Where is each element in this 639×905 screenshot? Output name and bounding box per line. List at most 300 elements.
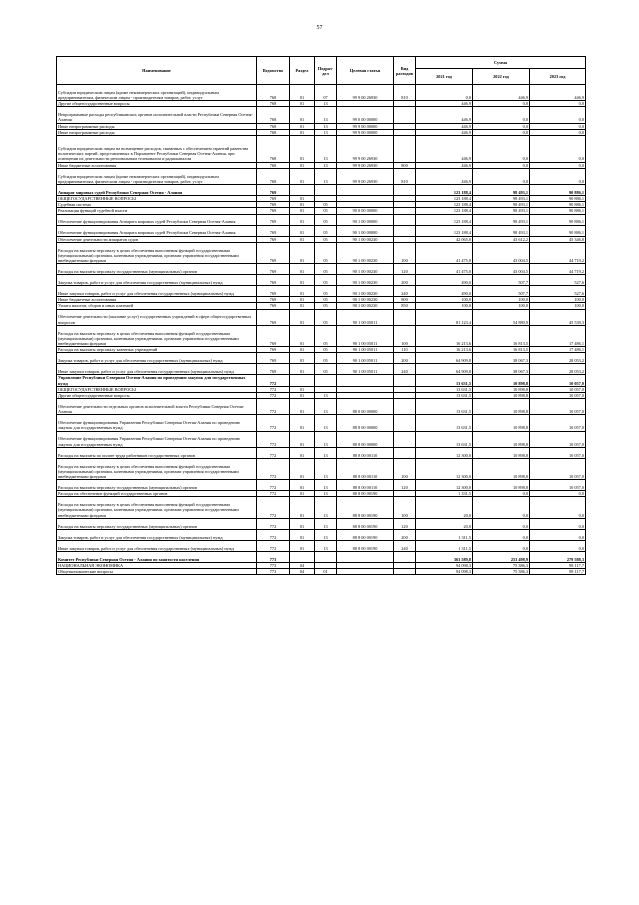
cell-name: Закупка товаров, работ и услуг для обеспечения государственных (муниципальных) нужд [57,275,257,286]
cell-2023: 10 057,0 [530,480,586,491]
cell-razdel: 01 [290,497,315,518]
cell-name: Расходы на выплаты персоналу в целях обеспечения выполнения функций государственными (муниципальными) органами, казенными учреждениями, органами управления государственными внебюджетными фондами [57,458,257,479]
table-row [57,286,586,297]
cell-razdel: 01 [290,297,315,303]
cell-razdel: 01 [290,431,315,447]
cell-name: Обеспечение функционирования Управления Республики Северная Осетия-Алания по проведению закупок для государственных нужд [57,415,257,431]
cell-razdel: 01 [290,480,315,491]
cell-2022: 10 898,8 [473,392,530,398]
cell-ved: 769 [257,195,290,201]
cell-2022: 0,0 [473,135,530,162]
cell-2021: 94 098,3 [416,562,473,568]
table-row [57,568,586,574]
cell-2022: 507,7 [473,275,530,286]
cell-cs: 99 9 00 00000 [337,129,394,135]
cell-ved: 768 [257,107,290,123]
cell-2021: 13 631,5 [416,399,473,415]
cell-razdel: 01 [290,364,315,375]
cell-podrazdel: 05 [315,309,337,325]
cell-2021: 123 188,4 [416,202,473,208]
cell-name: Субсидии юридическим лицам (кроме некоммерческих организаций), индивидуальным предпринимателям, физическим лицам - производителям товаров, работ, услуг [57,168,257,184]
cell-2023: 0,0 [530,491,586,497]
cell-vr [394,447,416,458]
cell-ved: 769 [257,353,290,364]
table-row [57,353,586,364]
cell-cs: 90 1 00 00230 [337,297,394,303]
cell-cs: 90 1 00 00230 [337,242,394,263]
cell-vr [394,135,416,162]
cell-razdel: 01 [290,286,315,297]
cell-2022: 98 493,1 [473,195,530,201]
table-row [57,399,586,415]
cell-podrazdel: 05 [315,214,337,225]
cell-2021: 0,0 [416,85,473,101]
cell-cs: 90 1 00 00230 [337,236,394,242]
cell-cs: 88 8 00 00190 [337,529,394,540]
cell-vr: 810 [394,85,416,101]
cell-razdel: 01 [290,264,315,275]
cell-podrazdel: 13 [315,497,337,518]
cell-cs: 90 1 00 05011 [337,364,394,375]
cell-2023: 100,0 [530,303,586,309]
cell-2023: 527,6 [530,275,586,286]
cell-podrazdel: 05 [315,353,337,364]
cell-razdel: 01 [290,168,315,184]
cell-podrazdel: 05 [315,286,337,297]
cell-vr: 120 [394,480,416,491]
cell-ved: 768 [257,101,290,107]
cell-2021: 13 631,5 [416,415,473,431]
cell-razdel: 01 [290,85,315,101]
cell-cs: 88 8 00 00190 [337,497,394,518]
cell-razdel: 01 [290,309,315,325]
cell-cs: 88 8 00 00190 [337,518,394,529]
cell-cs: 90 1 00 05011 [337,347,394,353]
cell-ved: 772 [257,392,290,398]
table-row [57,107,586,123]
cell-2021: 123 188,4 [416,208,473,214]
cell-ved: 769 [257,347,290,353]
cell-name: Расходы на выплаты персоналу в целях обеспечения выполнения функций государственными (муниципальными) органами, казенными учреждениями, органами управления государственными внебюджетными фондами [57,325,257,346]
cell-2021: 41 475,0 [416,264,473,275]
cell-2023: 90 886,1 [530,202,586,208]
cell-razdel: 01 [290,399,315,415]
cell-razdel: 01 [290,129,315,135]
cell-name: Расходы на обеспечение функций государственных органов [57,491,257,497]
cell-ved: 773 [257,551,290,562]
cell-2023: 0,0 [530,540,586,551]
cell-name: Субсидии юридическим лицам (кроме некоммерческих организаций), индивидуальным предпринимателям, физическим лицам - производителям товаров, работ, услуг [57,85,257,101]
cell-name: Обеспечение деятельности аппаратов судов [57,236,257,242]
cell-2021: 42 065,0 [416,236,473,242]
cell-cs: 90 1 00 00230 [337,303,394,309]
cell-podrazdel: 05 [315,347,337,353]
cell-2021: 490,0 [416,286,473,297]
cell-2023: 10 057,0 [530,392,586,398]
cell-razdel: 01 [290,208,315,214]
cell-razdel: 01 [290,162,315,168]
cell-vr: 800 [394,297,416,303]
cell-2023: 17 486,1 [530,325,586,346]
cell-2023: 0,0 [530,518,586,529]
cell-cs: 88 8 00 00000 [337,415,394,431]
cell-2023: 90 886,1 [530,214,586,225]
cell-2022: 0,0 [473,107,530,123]
table-row [57,264,586,275]
cell-name: Управление Республики Северная Осетия-Алания по проведению закупок для государственных нужд [57,375,257,386]
cell-2021: 100,0 [416,297,473,303]
cell-podrazdel: 13 [315,431,337,447]
cell-vr: 100 [394,497,416,518]
cell-cs: 88 8 00 00110 [337,447,394,458]
cell-2022: 10 898,8 [473,447,530,458]
cell-cs: 99 9 00 00000 [337,123,394,129]
cell-cs [337,184,394,195]
cell-razdel: 01 [290,107,315,123]
cell-2022: 0,0 [473,162,530,168]
cell-2022: 10 898,8 [473,399,530,415]
cell-vr: 100 [394,458,416,479]
cell-vr [394,431,416,447]
cell-2023: 0,0 [530,129,586,135]
cell-ved: 772 [257,491,290,497]
cell-podrazdel: 13 [315,129,337,135]
cell-name: Иные бюджетные ассигнования [57,162,257,168]
cell-2022: 100,0 [473,303,530,309]
cell-2021: 100,0 [416,303,473,309]
cell-2022: 38 067,3 [473,353,530,364]
cell-podrazdel: 05 [315,264,337,275]
cell-ved: 769 [257,208,290,214]
cell-vr: 120 [394,518,416,529]
cell-2022: 253 498,9 [473,551,530,562]
cell-2021: 13 631,5 [416,392,473,398]
cell-cs: 88 8 00 00000 [337,431,394,447]
cell-2023: 0,0 [530,497,586,518]
cell-2022: 75 386,3 [473,568,530,574]
cell-2023: 0,0 [530,135,586,162]
table-row [57,309,586,325]
cell-razdel: 01 [290,491,315,497]
cell-2022: 10 898,8 [473,375,530,386]
cell-name: ОБЩЕГОСУДАРСТВЕННЫЕ ВОПРОСЫ [57,386,257,392]
cell-ved: 772 [257,415,290,431]
cell-razdel: 01 [290,275,315,286]
cell-2021: 13 631,5 [416,386,473,392]
cell-ved: 772 [257,497,290,518]
cell-razdel [290,551,315,562]
cell-razdel: 01 [290,447,315,458]
cell-ved: 772 [257,447,290,458]
header-name: Наименование [57,57,257,85]
cell-razdel [290,184,315,195]
table-row [57,497,586,518]
cell-cs: 88 8 00 00190 [337,540,394,551]
cell-ved: 769 [257,202,290,208]
header-cs: Целевая статья [337,57,394,85]
cell-ved: 773 [257,562,290,568]
cell-name: Расходы на выплаты персоналу государственных (муниципальных) органов [57,480,257,491]
cell-2022: 0,0 [473,123,530,129]
cell-razdel: 01 [290,540,315,551]
cell-2023: 45 346,8 [530,236,586,242]
table-row [57,518,586,529]
cell-2021: 13 631,5 [416,375,473,386]
cell-vr [394,214,416,225]
cell-2022: 507,7 [473,286,530,297]
table-row [57,447,586,458]
cell-2021: 363 589,8 [416,551,473,562]
cell-cs [337,551,394,562]
cell-cs: 99 0 00 00000 [337,107,394,123]
cell-ved: 772 [257,458,290,479]
cell-podrazdel: 05 [315,297,337,303]
cell-podrazdel: 13 [315,518,337,529]
cell-razdel: 01 [290,458,315,479]
cell-cs: 88 8 00 00110 [337,480,394,491]
cell-name: Уплата налогов, сборов и иных платежей [57,303,257,309]
header-year-2022: 2022 год [473,69,530,85]
cell-2021: 446,9 [416,123,473,129]
cell-2021: 446,9 [416,129,473,135]
cell-podrazdel: 13 [315,135,337,162]
cell-razdel: 01 [290,325,315,346]
cell-2022: 38 067,3 [473,364,530,375]
cell-2022: 43 612,2 [473,236,530,242]
header-vr: Вид расходов [394,57,416,85]
cell-ved: 768 [257,85,290,101]
cell-2021: 446,9 [416,101,473,107]
cell-podrazdel: 13 [315,123,337,129]
cell-2023: 0,0 [530,123,586,129]
cell-2022: 98 493,1 [473,202,530,208]
cell-cs: 90 1 00 00000 [337,225,394,236]
cell-2021: 123 188,4 [416,184,473,195]
cell-2021: 1 311,5 [416,540,473,551]
cell-name: Иные закупки товаров, работ и услуг для обеспечения государственных (муниципальных) нужд [57,364,257,375]
cell-2021: 12 300,0 [416,458,473,479]
cell-2021: 16 213,6 [416,325,473,346]
cell-ved: 769 [257,364,290,375]
cell-name: Иные закупки товаров, работ и услуг для обеспечения государственных (муниципальных) нужд [57,286,257,297]
cell-cs [337,568,394,574]
cell-vr: 200 [394,529,416,540]
cell-2023: 0,0 [530,107,586,123]
cell-ved: 769 [257,325,290,346]
cell-2022: 10 898,8 [473,431,530,447]
cell-razdel: 01 [290,135,315,162]
cell-name: Расходы на выплаты персоналу казенных учреждений [57,347,257,353]
cell-2022: 446,9 [473,85,530,101]
cell-2021: 123 188,4 [416,225,473,236]
cell-2021: 81 123,4 [416,309,473,325]
cell-ved: 768 [257,168,290,184]
cell-cs: 99 9 00 26930 [337,85,394,101]
cell-vr: 120 [394,264,416,275]
cell-cs: 90 1 00 00230 [337,264,394,275]
cell-vr: 810 [394,168,416,184]
cell-razdel: 01 [290,303,315,309]
cell-name: Судебная система [57,202,257,208]
cell-podrazdel: 13 [315,491,337,497]
cell-2022: 16 813,5 [473,347,530,353]
cell-cs: 99 9 00 26930 [337,135,394,162]
header-ved: Ведомство [257,57,290,85]
cell-vr [394,107,416,123]
cell-cs: 90 1 00 00000 [337,214,394,225]
cell-name: Иные закупки товаров, работ и услуг для обеспечения государственных (муниципальных) нужд [57,540,257,551]
cell-2021: 41 475,0 [416,242,473,263]
cell-ved: 772 [257,518,290,529]
cell-2023: 90 886,1 [530,184,586,195]
table-row [57,540,586,551]
cell-razdel: 01 [290,386,315,392]
cell-razdel: 01 [290,529,315,540]
cell-2022: 43 004,5 [473,264,530,275]
cell-podrazdel: 13 [315,458,337,479]
cell-podrazdel: 13 [315,540,337,551]
cell-2022: 0,0 [473,518,530,529]
cell-vr [394,551,416,562]
cell-2023: 0,0 [530,529,586,540]
cell-razdel: 04 [290,562,315,568]
cell-2022: 10 898,8 [473,480,530,491]
page-number: 57 [316,25,323,31]
cell-ved: 772 [257,540,290,551]
cell-name: Обеспечение функционирования Аппарата мировых судей Республики Северная Осетия-Алания [57,225,257,236]
cell-ved: 768 [257,129,290,135]
cell-2021: 446,9 [416,168,473,184]
cell-ved: 772 [257,431,290,447]
cell-cs: 90 1 00 05011 [337,309,394,325]
cell-name: Расходы на выплаты персоналу в целях обеспечения выполнения функций государственными (муниципальными) органами, казенными учреждениями, органами управления государственными внебюджетными фондами [57,242,257,263]
cell-podrazdel: 13 [315,162,337,168]
cell-podrazdel [315,184,337,195]
cell-name: Расходы на выплаты персоналу в целях обеспечения выполнения функций государственными (муниципальными) органами, казенными учреждениями, органами управления государственными внебюджетными фондами [57,497,257,518]
cell-name: Иные непрограммные расходы [57,123,257,129]
table-row [57,458,586,479]
cell-vr: 240 [394,364,416,375]
cell-2021: 16 213,6 [416,347,473,353]
cell-vr: 800 [394,162,416,168]
cell-vr [394,399,416,415]
cell-razdel: 01 [290,101,315,107]
cell-name: ОБЩЕГОСУДАРСТВЕННЫЕ ВОПРОСЫ [57,195,257,201]
cell-cs: 90 0 00 00000 [337,208,394,214]
cell-2023: 10 057,0 [530,447,586,458]
cell-cs [337,375,394,386]
table-row [57,551,586,562]
cell-2023: 90 886,1 [530,195,586,201]
cell-podrazdel: 13 [315,168,337,184]
cell-2023: 100,0 [530,297,586,303]
cell-2021: 490,0 [416,275,473,286]
cell-podrazdel: 05 [315,275,337,286]
budget-table [56,56,586,575]
table-row [57,184,586,195]
cell-name: Комитет Республики Северная Осетия - Алания по занятости населения [57,551,257,562]
cell-2021: 446,9 [416,135,473,162]
cell-cs: 88 8 00 00110 [337,458,394,479]
cell-2022: 54 880,9 [473,309,530,325]
cell-ved: 769 [257,214,290,225]
cell-podrazdel: 13 [315,399,337,415]
cell-vr: 200 [394,275,416,286]
cell-ved: 768 [257,135,290,162]
cell-ved: 769 [257,225,290,236]
cell-podrazdel: 13 [315,529,337,540]
cell-podrazdel: 13 [315,107,337,123]
cell-2023: 10 057,0 [530,431,586,447]
cell-2022: 0,0 [473,497,530,518]
cell-ved: 772 [257,375,290,386]
cell-2021: 446,9 [416,162,473,168]
table-row [57,135,586,162]
cell-name: НАЦИОНАЛЬНАЯ ЭКОНОМИКА [57,562,257,568]
table-row [57,364,586,375]
cell-2023: 44 719,2 [530,242,586,263]
table-row [57,225,586,236]
cell-2023: 10 057,0 [530,458,586,479]
cell-ved: 769 [257,303,290,309]
cell-2023: 527,6 [530,286,586,297]
cell-2021: 20,0 [416,497,473,518]
cell-podrazdel: 05 [315,236,337,242]
cell-razdel: 01 [290,518,315,529]
cell-vr: 100 [394,242,416,263]
cell-razdel: 01 [290,415,315,431]
cell-podrazdel: 13 [315,480,337,491]
cell-ved: 772 [257,386,290,392]
cell-name: Обеспечение деятельности отдельных органов исполнительной власти Республики Северная Осетия-Алания [57,399,257,415]
cell-2023: 45 539,3 [530,309,586,325]
cell-vr: 850 [394,303,416,309]
cell-2023: 10 057,0 [530,415,586,431]
cell-razdel: 01 [290,195,315,201]
cell-2022: 10 898,8 [473,386,530,392]
cell-cs: 99 9 00 26930 [337,162,394,168]
cell-podrazdel: 07 [315,85,337,101]
cell-vr: 100 [394,325,416,346]
cell-2022: 98 493,1 [473,225,530,236]
cell-2022: 98 493,1 [473,208,530,214]
cell-razdel [290,375,315,386]
table-row [57,168,586,184]
cell-ved: 772 [257,529,290,540]
cell-vr [394,184,416,195]
cell-name: Закупка товаров, работ и услуг для обеспечения государственных (муниципальных) нужд [57,353,257,364]
cell-razdel: 01 [290,353,315,364]
header-year-2023: 2023 год [530,69,586,85]
cell-2022: 100,0 [473,297,530,303]
cell-name: Закупка товаров, работ и услуг для обеспечения государственных (муниципальных) нужд [57,529,257,540]
cell-ved: 769 [257,184,290,195]
cell-2022: 16 813,5 [473,325,530,346]
cell-name: Расходы на выплаты персоналу государственных (муниципальных) органов [57,264,257,275]
cell-2022: 0,0 [473,540,530,551]
cell-ved: 772 [257,399,290,415]
cell-name: Обеспечение деятельности (оказание услуг) государственных учреждений в сфере общегосударственных вопросов [57,309,257,325]
cell-2023: 279 588,3 [530,551,586,562]
cell-podrazdel: 05 [315,364,337,375]
table-row [57,325,586,346]
cell-cs: 90 1 00 05011 [337,325,394,346]
table-row [57,275,586,286]
cell-2021: 20,0 [416,518,473,529]
cell-2023: 44 719,2 [530,264,586,275]
cell-vr: 240 [394,286,416,297]
cell-2023: 0,0 [530,101,586,107]
